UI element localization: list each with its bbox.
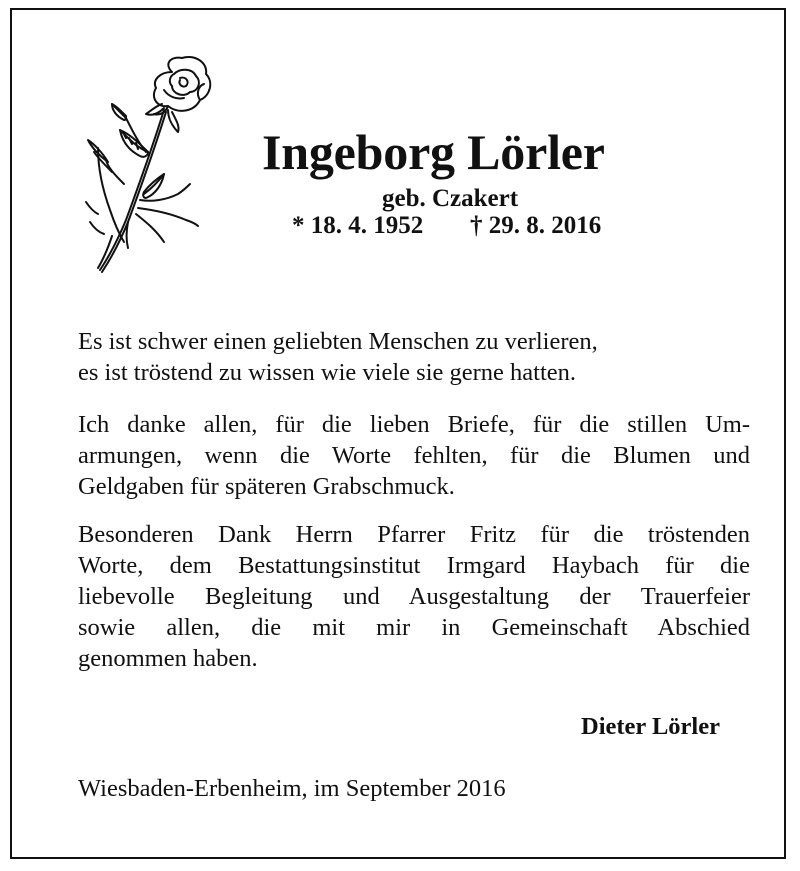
deceased-name: Ingeborg Lörler [262,124,605,180]
text-line: genommen haben. [78,645,258,672]
text-line: Besonderen Dank Herrn Pfarrer Fritz für die tröstenden [78,521,750,548]
text-line: Geldgaben für späteren Grabschmuck. [78,473,455,500]
signature: Dieter Lörler [581,713,720,740]
paragraph-special-thanks [78,519,750,674]
paragraph-thanks [78,409,750,502]
birth-name: geb. Czakert [382,185,519,212]
death-date: † 29. 8. 2016 [470,212,602,239]
paragraph-intro [78,326,750,388]
notice-frame [10,8,786,859]
text-line: liebevolle Begleitung und Ausgestaltung der Trauerfeier [78,583,750,610]
text-line: sowie allen, die mit mir in Gemeinschaft Abschied [78,614,750,641]
rose-icon [68,52,218,277]
birth-date: * 18. 4. 1952 [292,212,424,239]
text-line: armungen, wenn die Worte fehlten, für die Blumen und [78,442,750,469]
text-line: Ich danke allen, für die lieben Briefe, für die stillen Um- [78,411,750,438]
text-line: Es ist schwer einen geliebten Menschen zu verlieren, [78,328,598,355]
place-and-date: Wiesbaden-Erbenheim, im September 2016 [78,775,506,802]
text-line: Worte, dem Bestattungsinstitut Irmgard Haybach für die [78,552,750,579]
text-line: es ist tröstend zu wissen wie viele sie gerne hatten. [78,359,577,386]
